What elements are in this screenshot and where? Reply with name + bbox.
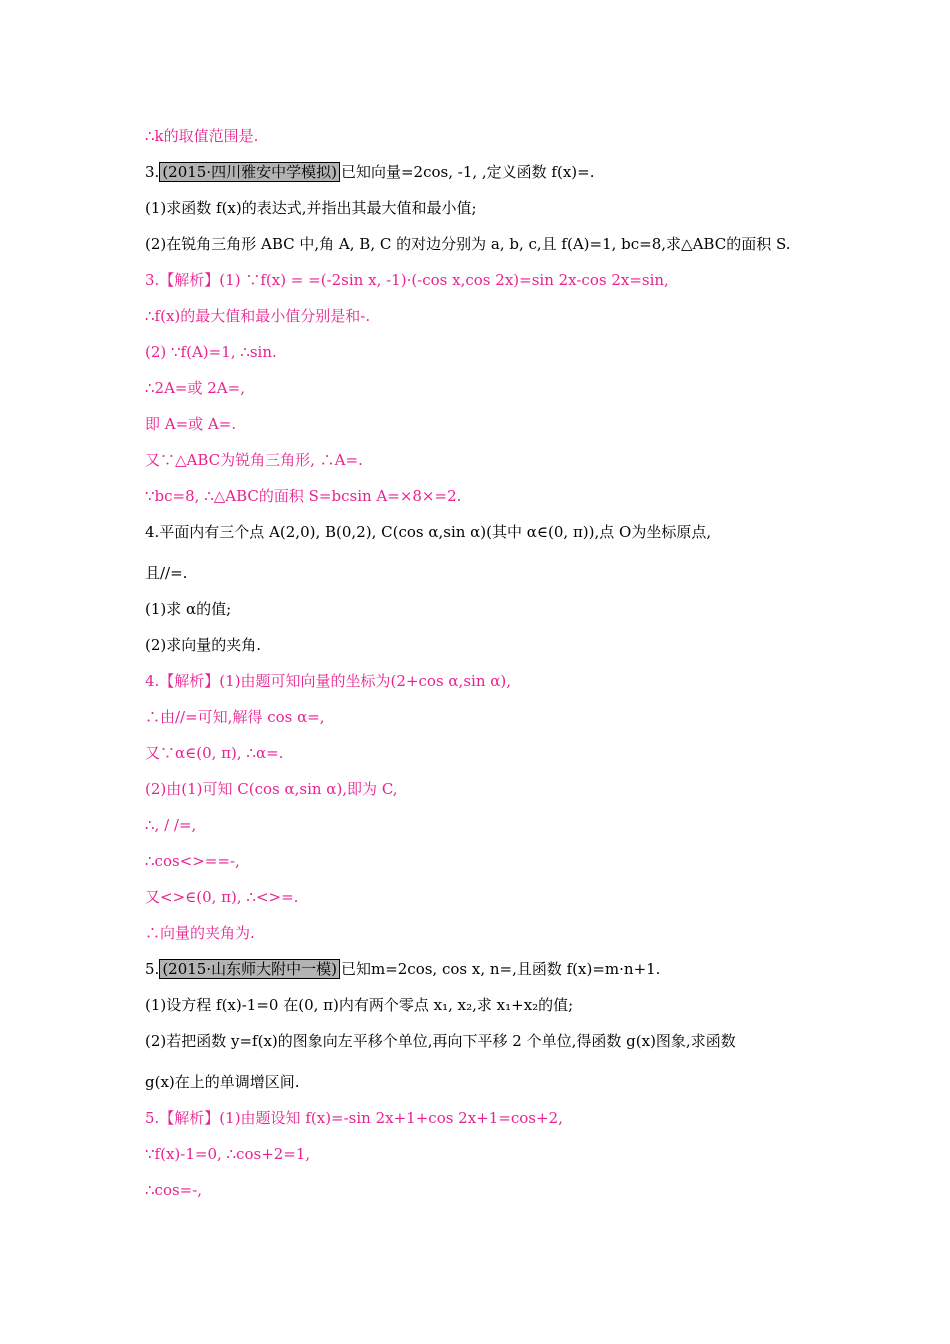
line-14: (1)求 α的值; (145, 600, 232, 618)
line-20: ∴, / /=, (145, 816, 197, 834)
line-8: ∴2A=或 2A=, (145, 379, 245, 397)
line-25: (1)设方程 f(x)-1=0 在(0, π)内有两个零点 x₁, x₂,求 x₁+x₂的值; (145, 996, 574, 1014)
line-30: ∴cos=-, (145, 1181, 203, 1199)
solution-5-heading: 5.【解析】(1)由题设知 f(x)=-sin 2x+1+cos 2x+1=cos+2, (145, 1109, 563, 1127)
problem-4-statement: 4.平面内有三个点 A(2,0), B(0,2), C(cos α,sin α)(其中 α∈(0, π)),点 O为坐标原点, (145, 523, 712, 541)
line-29: ∵f(x)-1=0, ∴cos+2=1, (145, 1145, 311, 1163)
line-22: 又<>∈(0, π), ∴<>=. (145, 888, 299, 906)
line-6: ∴f(x)的最大值和最小值分别是和-. (145, 307, 371, 325)
source-tag: (2015·四川雅安中学模拟) (159, 162, 340, 182)
line-19: (2)由(1)可知 C(cos α,sin α),即为 C, (145, 780, 398, 798)
line-23: ∴向量的夹角为. (145, 924, 255, 942)
problem-3-statement: 3. (2015·四川雅安中学模拟) 已知向量=2cos, -1, ,定义函数 f(x)=. (145, 163, 595, 181)
source-tag: (2015·山东师大附中一模) (159, 959, 340, 979)
line-1: ∴k的取值范围是. (145, 127, 259, 145)
line-17: ∴由//=可知,解得 cos α=, (145, 708, 325, 726)
line-13: 且//=. (145, 564, 188, 582)
problem-5-statement: 5. (2015·山东师大附中一模) 已知m=2cos, cos x, n=,且函数 f(x)=m·n+1. (145, 960, 661, 978)
line-26: (2)若把函数 y=f(x)的图象向左平移个单位,再向下平移 2 个单位,得函数 g(x)图象,求函数 (145, 1032, 736, 1050)
solution-3-heading: 3.【解析】(1) ∵f(x) = =(-2sin x, -1)·(-cos x,cos 2x)=sin 2x-cos 2x=sin, (145, 271, 669, 289)
line-4: (2)在锐角三角形 ABC 中,角 A, B, C 的对边分别为 a, b, c,且 f(A)=1, bc=8,求△ABC的面积 S. (145, 235, 791, 253)
line-7: (2) ∵f(A)=1, ∴sin. (145, 343, 277, 361)
line-15: (2)求向量的夹角. (145, 636, 262, 654)
line-3: (1)求函数 f(x)的表达式,并指出其最大值和最小值; (145, 199, 477, 217)
line-11: ∵bc=8, ∴△ABC的面积 S=bcsin A=×8×=2. (145, 487, 462, 505)
line-21: ∴cos<>==-, (145, 852, 240, 870)
line-18: 又∵α∈(0, π), ∴α=. (145, 744, 284, 762)
line-10: 又∵△ABC为锐角三角形, ∴A=. (145, 451, 363, 469)
solution-4-heading: 4.【解析】(1)由题可知向量的坐标为(2+cos α,sin α), (145, 672, 511, 690)
line-27: g(x)在上的单调增区间. (145, 1073, 300, 1091)
line-9: 即 A=或 A=. (145, 415, 237, 433)
